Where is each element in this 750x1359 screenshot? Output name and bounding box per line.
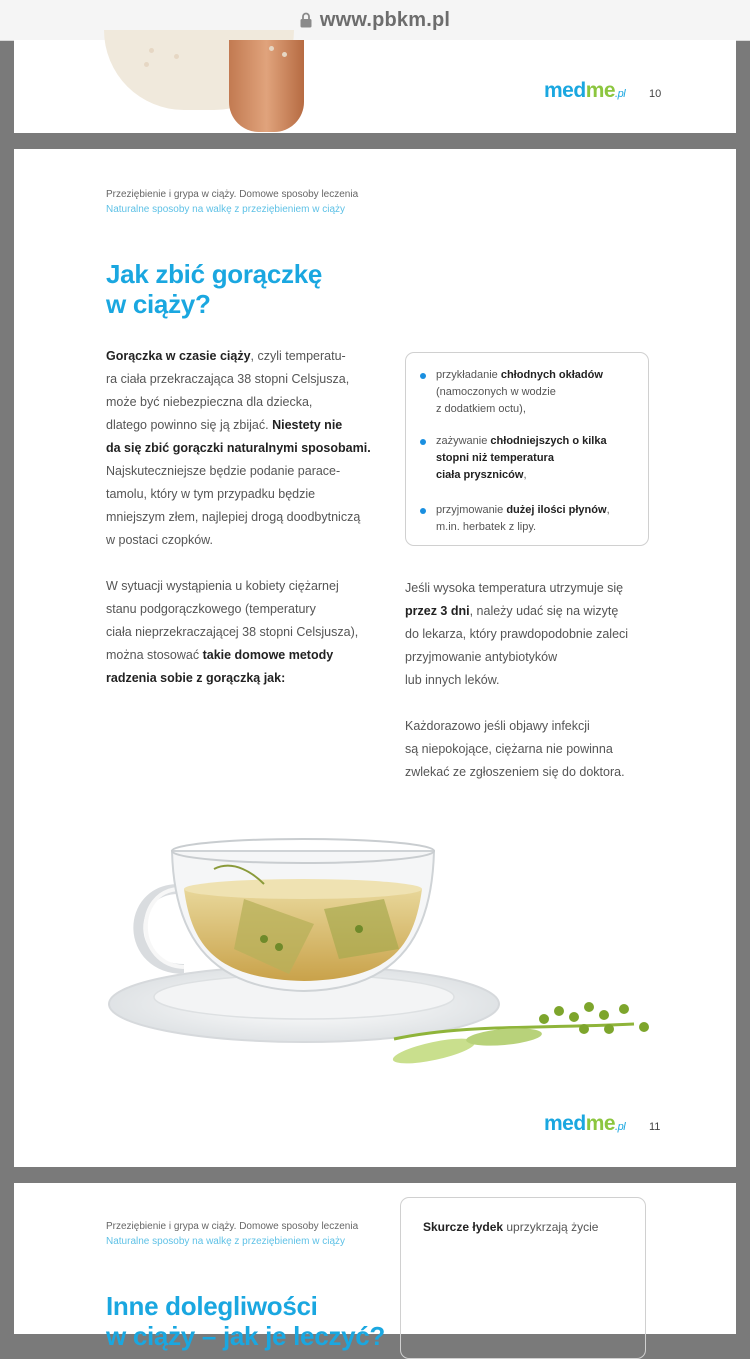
tea-cup-image (104, 829, 664, 1109)
list-item: zażywanie chłodniejszych o kilka stopni niż temperatura ciała pryszniców, (436, 433, 641, 484)
breadcrumb: Przeziębienie i grypa w ciąży. Domowe sposoby leczenia (106, 1221, 359, 1232)
home-methods-box (405, 352, 649, 546)
left-paragraph-2: W sytuacji wystąpienia u kobiety ciężarnej stanu podgorączkowego (temperatury ciała nieprzekraczającej 38 stopni Celsjusza), można stosować takie domowe metody radzenia sobie z gorączką jak: (106, 579, 359, 685)
info-box-text: Skurcze łydek uprzykrzają życie (423, 1220, 599, 1234)
list-item: przykładanie chłodnych okładów (namoczonych w wodzie z dodatkiem octu), (436, 367, 641, 418)
document-page-12 (14, 1183, 736, 1351)
document-page-10 (14, 40, 736, 133)
left-paragraph-1: Gorączka w czasie ciąży, czyli temperatu- ra ciała przekraczająca 38 stopni Celsjusza, może być niebezpieczna dla dziecka, dlatego powinno się ją zbijać. Niestety nie da się zbić gorączki naturalnymi sposobami. Najskuteczniejsze będzie podanie parace- tamolu, który w tym przypadku będzie mniejszym złem, najlepiej drogą doodbytniczą w postaci czopków. (106, 349, 371, 547)
breadcrumb-subtitle: Naturalne sposoby na walkę z przeziębieniem w ciąży (106, 1236, 346, 1247)
page-title: Jak zbić gorączkę w ciąży? (106, 259, 323, 319)
right-paragraph-1: Jeśli wysoka temperatura utrzymuje się przez 3 dni, należy udać się na wizytę do lekarza, który prawdopodobnie zaleci przyjmowanie antybiotyków lub innych leków. (405, 581, 629, 687)
breadcrumb-subtitle: Naturalne sposoby na walkę z przeziębieniem w ciąży (106, 204, 346, 215)
medme-logo: medme.pl (544, 1112, 626, 1135)
home-methods-list (436, 367, 641, 536)
medme-logo: medme.pl (544, 79, 626, 102)
breadcrumb: Przeziębienie i grypa w ciąży. Domowe sposoby leczenia (106, 189, 359, 200)
right-paragraph-2: Każdorazowo jeśli objawy infekcji są niepokojące, ciężarna nie powinna zwlekać ze zgłoszeniem się do doktora. (405, 719, 625, 779)
document-page-11 (14, 149, 736, 1167)
info-box (400, 1197, 646, 1359)
page-number: 10 (649, 88, 662, 100)
url-text: www.pbkm.pl (319, 8, 451, 31)
lock-icon (300, 12, 312, 28)
page-title: Inne dolegliwości w ciąży – jak je leczyć? (106, 1291, 385, 1351)
list-item: przyjmowanie dużej ilości płynów, m.in. herbatek z lipy. (436, 502, 641, 536)
page-number: 11 (649, 1121, 661, 1133)
